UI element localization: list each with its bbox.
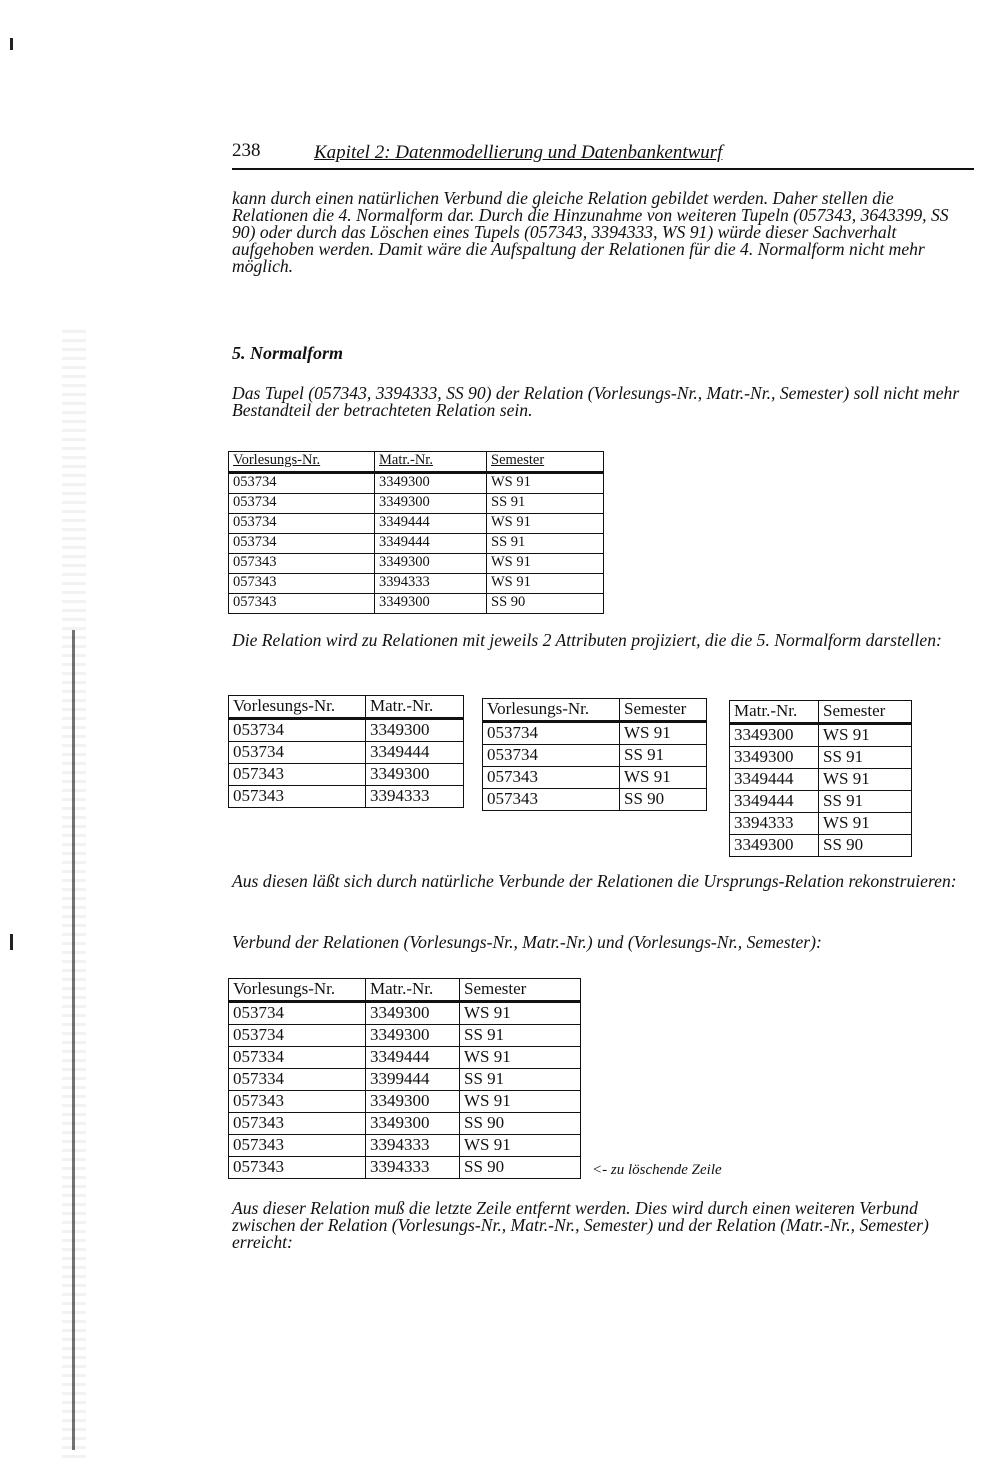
table-row [229, 1002, 581, 1025]
column-header: Vorlesungs-Nr. [483, 699, 620, 722]
final-paragraph: Aus dieser Relation muß die letzte Zeile entfernt werden. Dies wird durch einen weiteren Verbund zwischen der Relation (Vorlesungs-Nr., Matr.-Nr., Semester) und der Relation (Matr.-Nr., Semester) erreicht: [232, 1198, 929, 1252]
page-number: 238 [232, 140, 261, 161]
column-header: Matr.-Nr. [730, 701, 819, 724]
table-cell: 3394333 [366, 786, 464, 808]
table-cell: 3349300 [366, 719, 464, 742]
table-cell: 3349444 [730, 769, 819, 791]
page-header [232, 140, 974, 170]
column-header: Semester [460, 979, 581, 1002]
table-cell: 3349444 [366, 1047, 460, 1069]
table-cell: 053734 [229, 473, 375, 494]
table-header-row [483, 699, 707, 722]
table-cell: 3349444 [730, 791, 819, 813]
table-cell: WS 91 [487, 574, 604, 594]
table-row [730, 747, 912, 769]
scan-binding-edge [62, 330, 86, 1460]
tuple-paragraph: Das Tupel (057343, 3394333, SS 90) der Relation (Vorlesungs-Nr., Matr.-Nr., Semester) soll nicht mehr Bestandteil der betrachteten Relation sein. [232, 383, 960, 420]
table-cell: 3394333 [730, 813, 819, 835]
column-header: Semester [819, 701, 912, 724]
table-row [730, 835, 912, 857]
table-cell: WS 91 [620, 767, 707, 789]
table-cell: WS 91 [620, 722, 707, 745]
table-row [229, 494, 604, 514]
table-cell: 057334 [229, 1069, 366, 1091]
reconstruct-paragraph: Aus diesen läßt sich durch natürliche Verbunde der Relationen die Ursprungs-Relation rekonstruieren: [232, 871, 957, 891]
column-header: Vorlesungs-Nr. [229, 452, 375, 473]
table-cell: 057343 [229, 574, 375, 594]
column-header: Vorlesungs-Nr. [229, 979, 366, 1002]
table-cell: WS 91 [460, 1002, 581, 1025]
table-cell: SS 91 [487, 494, 604, 514]
table-cell: 053734 [229, 494, 375, 514]
table-cell: 057343 [483, 789, 620, 811]
table-cell: SS 91 [819, 747, 912, 769]
column-header: Vorlesungs-Nr. [229, 696, 366, 719]
delete-row-note: <- zu löschende Zeile [592, 1162, 722, 1178]
table-cell: 3349300 [730, 724, 819, 747]
table-cell: SS 91 [819, 791, 912, 813]
table-cell: WS 91 [819, 813, 912, 835]
table-cell: SS 91 [460, 1025, 581, 1047]
table-header-row [730, 701, 912, 724]
table-cell: 057334 [229, 1047, 366, 1069]
table-cell: WS 91 [487, 554, 604, 574]
running-title: Kapitel 2: Datenmodellierung und Datenbankentwurf [314, 142, 723, 163]
table-cell: 057343 [229, 786, 366, 808]
table-cell: 057343 [229, 1091, 366, 1113]
table-row [483, 745, 707, 767]
table-row [229, 554, 604, 574]
table-cell: 3349300 [730, 835, 819, 857]
table-row [483, 767, 707, 789]
table-cell: 057343 [229, 764, 366, 786]
table-header-row [229, 452, 604, 473]
table-cell: SS 91 [487, 534, 604, 554]
scan-artifact-mark [10, 38, 13, 50]
column-header: Semester [487, 452, 604, 473]
table-cell: 3349300 [366, 1113, 460, 1135]
table-cell: SS 91 [620, 745, 707, 767]
table-cell: 3349300 [366, 1025, 460, 1047]
scan-artifact-mark [10, 934, 13, 950]
column-header: Matr.-Nr. [366, 696, 464, 719]
table-cell: 3394333 [366, 1157, 460, 1179]
table-cell: 053734 [229, 742, 366, 764]
table-row [229, 574, 604, 594]
table-cell: 053734 [483, 722, 620, 745]
table-cell: WS 91 [487, 514, 604, 534]
table-cell: 053734 [229, 719, 366, 742]
table-row [229, 764, 464, 786]
table-row-to-delete [229, 1157, 581, 1179]
table-cell: 3349300 [366, 1091, 460, 1113]
table-row [229, 1069, 581, 1091]
table-cell: 053734 [229, 534, 375, 554]
table-cell: 3349300 [375, 494, 487, 514]
table-cell: 3349300 [375, 473, 487, 494]
table-cell: 3349444 [375, 534, 487, 554]
table-cell: 3349444 [375, 514, 487, 534]
table-cell: 3349300 [366, 1002, 460, 1025]
table-row [229, 1091, 581, 1113]
column-header: Matr.-Nr. [375, 452, 487, 473]
column-header: Semester [620, 699, 707, 722]
table-cell: 053734 [229, 1025, 366, 1047]
table-cell: 3349300 [375, 554, 487, 574]
table-cell: 057343 [229, 1157, 366, 1179]
table-row [730, 724, 912, 747]
table-row [730, 813, 912, 835]
section-heading: 5. Normalform [232, 343, 344, 363]
table-cell: 057343 [229, 594, 375, 614]
table-cell: 3394333 [366, 1135, 460, 1157]
table-projection-matr-semester [729, 700, 912, 857]
table-cell: 057343 [229, 554, 375, 574]
table-row [229, 514, 604, 534]
table-cell: 053734 [229, 514, 375, 534]
table-row [229, 594, 604, 614]
table-cell: 3349444 [366, 742, 464, 764]
table-cell: WS 91 [460, 1091, 581, 1113]
table-row [229, 1025, 581, 1047]
table-cell: 3394333 [375, 574, 487, 594]
table-header-row [229, 696, 464, 719]
table-cell: WS 91 [487, 473, 604, 494]
table-cell: 3349300 [375, 594, 487, 614]
table-projection-vorlesung-semester [482, 698, 707, 811]
table-cell: SS 90 [819, 835, 912, 857]
table-row [483, 789, 707, 811]
table-cell: SS 90 [460, 1113, 581, 1135]
table-header-row [229, 979, 581, 1002]
table-cell: 3349300 [730, 747, 819, 769]
table-cell: 057343 [483, 767, 620, 789]
table-join-result [228, 978, 581, 1179]
table-cell: 057343 [229, 1113, 366, 1135]
column-header: Matr.-Nr. [366, 979, 460, 1002]
table-row [483, 722, 707, 745]
intro-paragraph: kann durch einen natürlichen Verbund die gleiche Relation gebildet werden. Daher stellen die Relationen die 4. Normalform dar. Durch die Hinzunahme von weiteren Tupeln (057343, 3643399, SS 90) oder durch das Löschen eines Tupels (057343, 3394333, WS 91) würde dieser Sachverhalt aufgehoben werden. Damit wäre die Aufspaltung der Relationen für die 4. Normalform nicht mehr möglich. [232, 188, 949, 276]
table-original-relation [228, 451, 604, 614]
table-row [229, 1113, 581, 1135]
table-cell: 053734 [229, 1002, 366, 1025]
table-cell: 057343 [229, 1135, 366, 1157]
table-row [229, 742, 464, 764]
join-paragraph: Verbund der Relationen (Vorlesungs-Nr., Matr.-Nr.) und (Vorlesungs-Nr., Semester): [232, 932, 822, 952]
table-cell: SS 91 [460, 1069, 581, 1091]
table-cell: 053734 [483, 745, 620, 767]
table-row [229, 534, 604, 554]
table-cell: WS 91 [819, 724, 912, 747]
table-cell: SS 90 [460, 1157, 581, 1179]
table-cell: WS 91 [460, 1047, 581, 1069]
table-cell: 3399444 [366, 1069, 460, 1091]
table-row [229, 1047, 581, 1069]
table-row [229, 1135, 581, 1157]
table-cell: SS 90 [487, 594, 604, 614]
projection-paragraph: Die Relation wird zu Relationen mit jeweils 2 Attributen projiziert, die die 5. Normalform darstellen: [232, 630, 942, 650]
table-cell: WS 91 [819, 769, 912, 791]
table-row [229, 719, 464, 742]
table-row [229, 786, 464, 808]
table-cell: 3349300 [366, 764, 464, 786]
table-projection-vorlesung-matr [228, 695, 464, 808]
table-row [730, 791, 912, 813]
table-row [229, 473, 604, 494]
table-row [730, 769, 912, 791]
table-cell: SS 90 [620, 789, 707, 811]
table-cell: WS 91 [460, 1135, 581, 1157]
